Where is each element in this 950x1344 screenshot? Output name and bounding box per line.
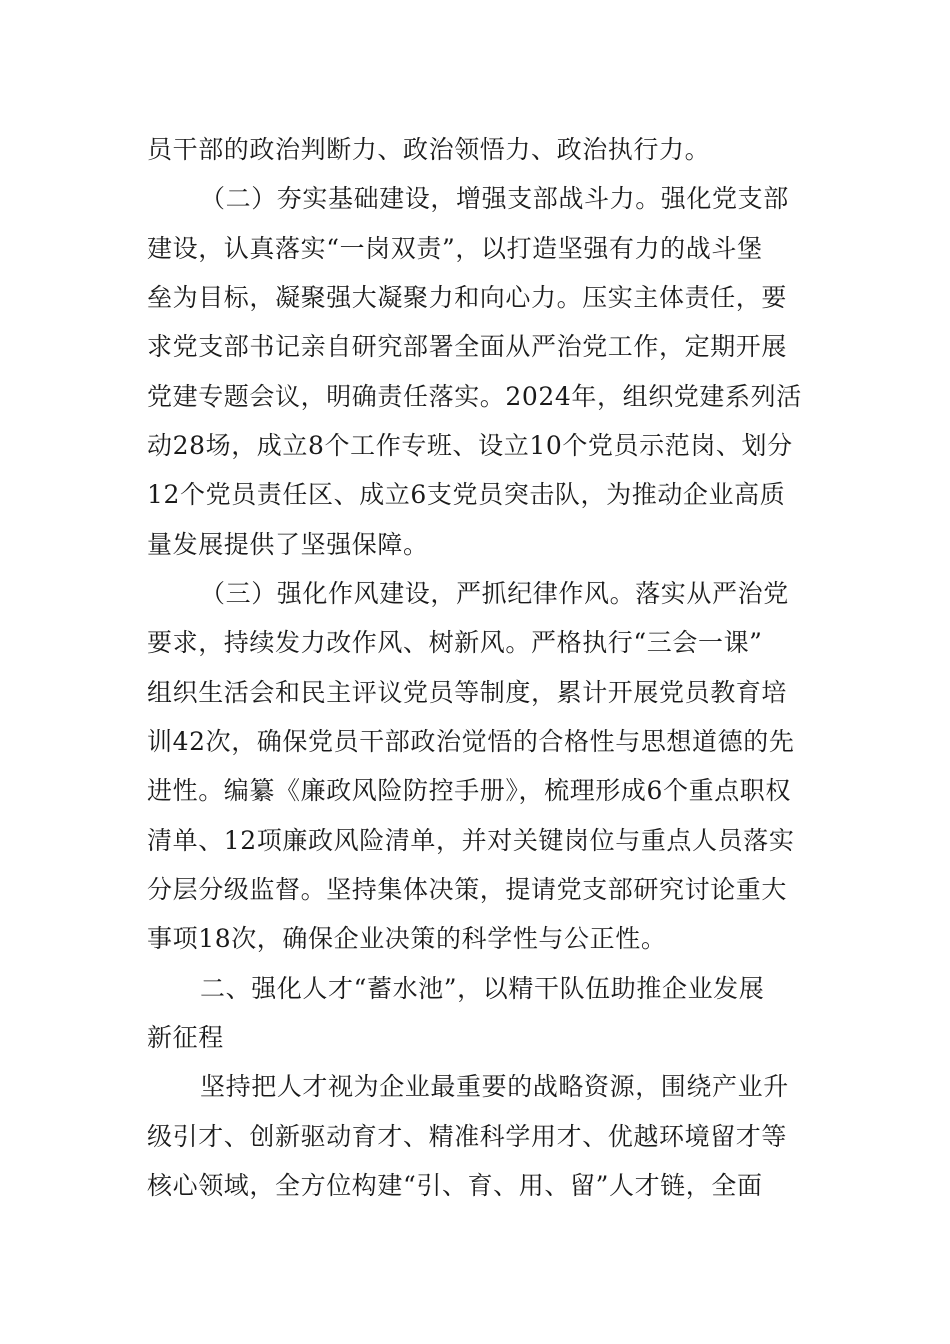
text-line: 量发展提供了坚强保障。 [147, 530, 429, 559]
text-line: 分层分级监督。坚持集体决策，提请党支部研究讨论重大 [147, 875, 788, 904]
text-line: 要求，持续发力改作风、树新风。严格执行“三会一课” [147, 628, 763, 657]
text-line: 核心领域，全方位构建“引、育、用、留”人才链，全面 [147, 1171, 763, 1200]
text-line: 垒为目标，凝聚强大凝聚力和向心力。压实主体责任，要 [147, 283, 788, 312]
text-line: 党建专题会议，明确责任落实。2024年，组织党建系列活 [147, 382, 802, 411]
section-heading-line: （二）夯实基础建设，增强支部战斗力。强化党支部 [200, 184, 789, 213]
chapter-heading-line: 新征程 [147, 1023, 224, 1052]
text-line: 求党支部书记亲自研究部署全面从严治党工作，定期开展 [147, 332, 788, 361]
text-line: 12个党员责任区、成立6支党员突击队，为推动企业高质 [147, 480, 786, 509]
text-line: 建设，认真落实“一岗双责”，以打造坚强有力的战斗堡 [147, 234, 763, 263]
text-line: 进性。编纂《廉政风险防控手册》，梳理形成6个重点职权 [147, 776, 792, 805]
text-line: 坚持把人才视为企业最重要的战略资源，围绕产业升 [200, 1072, 789, 1101]
text-line: 动28场，成立8个工作专班、设立10个党员示范岗、划分 [147, 431, 793, 460]
chapter-heading-line: 二、强化人才“蓄水池”，以精干队伍助推企业发展 [200, 974, 765, 1003]
section-heading-line: （三）强化作风建设，严抓纪律作风。落实从严治党 [200, 579, 789, 608]
text-line: 事项18次，确保企业决策的科学性与公正性。 [147, 924, 667, 953]
text-line: 级引才、创新驱动育才、精准科学用才、优越环境留才等 [147, 1122, 788, 1151]
text-line: 训42次，确保党员干部政治觉悟的合格性与思想道德的先 [147, 727, 795, 756]
text-line: 员干部的政治判断力、政治领悟力、政治执行力。 [147, 135, 711, 164]
text-line: 组织生活会和民主评议党员等制度，累计开展党员教育培 [147, 678, 788, 707]
text-line: 清单、12项廉政风险清单，并对关键岗位与重点人员落实 [147, 826, 795, 855]
